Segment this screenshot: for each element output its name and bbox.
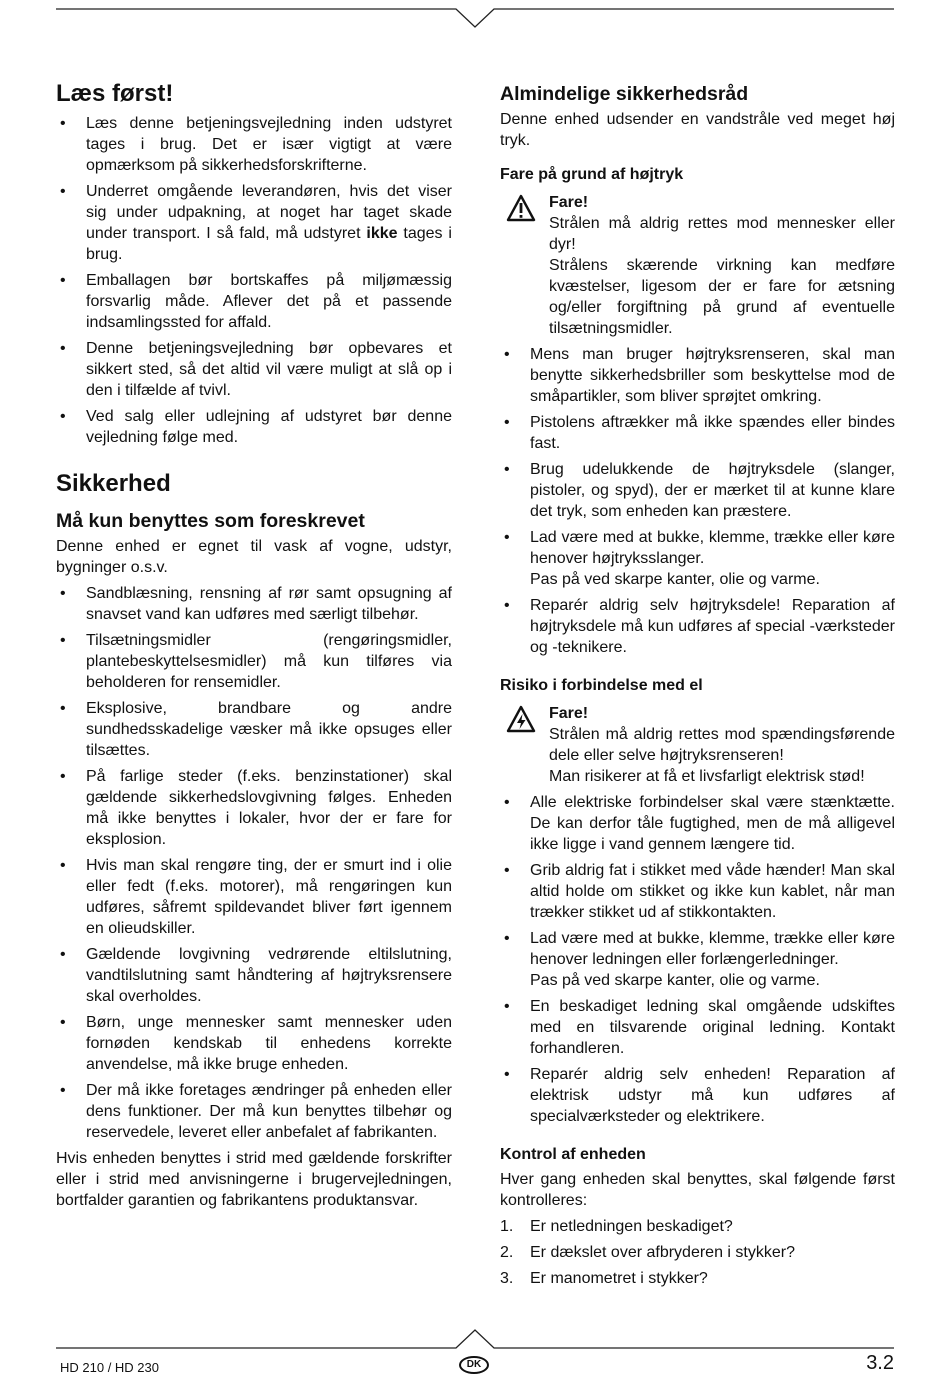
list-item: • Gældende lovgivning vedrørende eltilslutning, vandtilslutning samt håndtering af højtryksrensere skal overholdes. xyxy=(56,944,452,1007)
electric-hazard-icon xyxy=(506,705,536,733)
list-item xyxy=(500,1064,895,1127)
list-item xyxy=(500,860,895,923)
list-item: • Tilsætningsmidler (rengøringsmidler, plantebeskyttelsesmidler) må kun tilføres via beholderen for rensemidler. xyxy=(56,630,452,693)
warning-text: Strålens skærende virkning kan medføre kvæstelser, ligesom der er fare for ætsning og/eller forgiftning på grund af eventuelle tilsætningsmidler. xyxy=(549,257,895,338)
read-first-list xyxy=(56,113,452,448)
list-item: • Ved salg eller udlejning af udstyret bør denne vejledning følge med. xyxy=(56,406,452,448)
high-pressure-warning xyxy=(500,192,895,339)
list-item: • Emballagen bør bortskaffes på miljømæssig forsvarlig måde. Aflever det på et passende indsamlingssted for affald. xyxy=(56,270,452,333)
general-safety-heading: Almindelige sikkerhedsråd xyxy=(500,83,749,105)
list-item-text: Reparér aldrig selv enheden! Reparation af elektrisk udstyr må kun udføres af specialværksteder og elektrikere. xyxy=(530,1065,895,1125)
list-item xyxy=(500,412,895,454)
list-item-text: Mens man bruger højtryksrenseren, skal man benytte sikkerhedsbriller som beskyttelse mod de småpartikler, som bliver sprøjtet omkring. xyxy=(530,346,895,406)
warning-title: Fare! xyxy=(549,704,589,722)
read-first-heading: Læs først! xyxy=(56,80,174,107)
list-number: 1. xyxy=(500,1217,514,1235)
electric-warning xyxy=(500,703,895,787)
device-check-heading: Kontrol af enheden xyxy=(500,1145,646,1163)
safety-heading: Sikkerhed xyxy=(56,469,171,497)
device-check-list xyxy=(500,1216,895,1289)
list-item: • Der må ikke foretages ændringer på enheden eller dens funktioner. Der må kun benyttes tilbehør og reservedele, leveret eller anbefalet af fabrikanten. xyxy=(56,1080,452,1143)
liability-note: Hvis enheden benyttes i strid med gældende forskrifter eller i strid med anvisningerne i brugervejledningen, bortfalder garantien og fabrikantens produktansvar. xyxy=(56,1149,452,1209)
list-item: • Denne betjeningsvejledning bør opbevares et sikkert sted, så det altid vil være muligt at slå op i den i tilfælde af tvivl. xyxy=(56,338,452,401)
list-item xyxy=(500,792,895,855)
list-item-text: Underret omgående leverandøren, hvis det viser sig under udpakning, at noget har taget skade under transport. I så fald, må udstyret xyxy=(86,182,452,242)
list-item-text: Pas på ved skarpe kanter, olie og varme. xyxy=(530,571,820,589)
emphasis-text: ikke xyxy=(366,224,398,242)
list-item-text: • Lad være med at bukke, klemme, trække eller køre henover ledningen eller forlængerledninger. xyxy=(530,929,895,968)
country-badge: DK xyxy=(459,1356,489,1374)
list-item-text: Er manometret i stykker? xyxy=(530,1269,708,1287)
warning-title: Fare! xyxy=(549,194,589,212)
warning-text: Man risikerer at få et livsfarligt elektrisk stød! xyxy=(549,767,865,785)
list-item xyxy=(500,344,895,407)
left-column xyxy=(56,80,452,1211)
warning-triangle-icon xyxy=(506,194,536,222)
list-item xyxy=(500,595,895,658)
list-item-text: Er netledningen beskadiget? xyxy=(530,1217,733,1235)
list-item-text: En beskadiget ledning skal omgående udskiftes med en tilsvarende original ledning. Kontakt forhandleren. xyxy=(530,997,895,1057)
footer-rule xyxy=(0,1320,950,1360)
intended-use-intro: Denne enhed er egnet til vask af vogne, udstyr, bygninger o.s.v. xyxy=(56,537,452,576)
list-item-text: Reparér aldrig selv højtryksdele! Reparation af højtryksdele må kun udføres af special -værksteder og -teknikere. xyxy=(530,597,895,657)
list-item: • På farlige steder (f.eks. benzinstationer) skal gældende sikkerhedslovgivning følges. Enheden må ikke benyttes i lokaler, hvor der er fare for eksplosion. xyxy=(56,766,452,850)
general-safety-intro: Denne enhed udsender en vandstråle ved meget høj tryk. xyxy=(500,111,895,150)
electric-risk-heading: Risiko i forbindelse med el xyxy=(500,677,703,695)
model-label: HD 210 / HD 230 xyxy=(60,1360,159,1375)
list-item xyxy=(500,928,895,991)
electric-list xyxy=(500,792,895,1127)
list-item xyxy=(500,1242,895,1263)
list-item xyxy=(56,181,452,265)
safety-section xyxy=(56,470,452,1211)
list-item-text: Er dækslet over afbryderen i stykker? xyxy=(530,1243,795,1261)
list-number: 3. xyxy=(500,1269,514,1287)
list-item xyxy=(500,459,895,522)
list-item: • Sandblæsning, rensning af rør samt opsugning af snavset vand kan udføres med særligt tilbehør. xyxy=(56,583,452,625)
right-column xyxy=(500,82,895,1294)
device-check-intro: Hver gang enheden skal benyttes, skal følgende først kontrolleres: xyxy=(500,1170,895,1209)
header-rule xyxy=(0,0,950,40)
list-item-text: Brug udelukkende de højtryksdele (slanger, pistoler, og spyd), der er mærket til at kunne klare det tryk, som enheden kan præstere. xyxy=(530,461,895,521)
list-item: • Læs denne betjeningsvejledning inden udstyret tages i brug. Det er især vigtigt at være opmærksom på sikkerhedsforskrifterne. xyxy=(56,113,452,176)
intended-use-heading: Må kun benyttes som foreskrevet xyxy=(56,509,365,532)
list-item-text: Pas på ved skarpe kanter, olie og varme. xyxy=(530,971,820,989)
list-item-text: Alle elektriske forbindelser skal være stænktætte. De kan derfor tåle fugtighed, men de må alligevel ikke ligge i vand gennem længere tid. xyxy=(530,793,895,853)
list-item-text: Grib aldrig fat i stikket med våde hænder! Man skal altid holde om stikket og ikke kun kablet, når man trækker stikket ud af stikkontakten. xyxy=(530,861,895,921)
list-number: 2. xyxy=(500,1243,514,1261)
warning-text: Strålen må aldrig rettes mod spændingsførende dele eller selve højtryksrenseren! xyxy=(549,725,895,764)
list-item xyxy=(500,1268,895,1289)
list-item: • Eksplosive, brandbare og andre sundhedsskadelige væsker må ikke opsuges eller tilsættes. xyxy=(56,698,452,761)
list-item xyxy=(500,527,895,590)
list-item xyxy=(500,1216,895,1237)
high-pressure-list xyxy=(500,344,895,658)
list-item xyxy=(500,996,895,1059)
list-item-text: tages i brug. xyxy=(86,224,452,263)
intended-use-list xyxy=(56,583,452,1143)
list-item: • Børn, unge mennesker samt mennesker uden fornøden kendskab til enhedens korrekte anvendelse, må ikke bruge enheden. xyxy=(56,1012,452,1075)
warning-text: Strålen må aldrig rettes mod mennesker eller dyr! xyxy=(549,215,895,254)
high-pressure-heading: Fare på grund af højtryk xyxy=(500,166,684,184)
list-item-text: • Lad være med at bukke, klemme, trække eller køre henover højtryksslanger. xyxy=(530,529,895,568)
page-number: 3.2 xyxy=(866,1352,894,1374)
read-first-section xyxy=(56,80,452,448)
list-item-text: Pistolens aftrækker må ikke spændes eller bindes fast. xyxy=(530,414,895,453)
list-item: • Hvis man skal rengøre ting, der er smurt ind i olie eller fedt (f.eks. motorer), må rengøringen kun udføres, såfremt spildevandet bliver ført igennem en olieudskiller. xyxy=(56,855,452,939)
